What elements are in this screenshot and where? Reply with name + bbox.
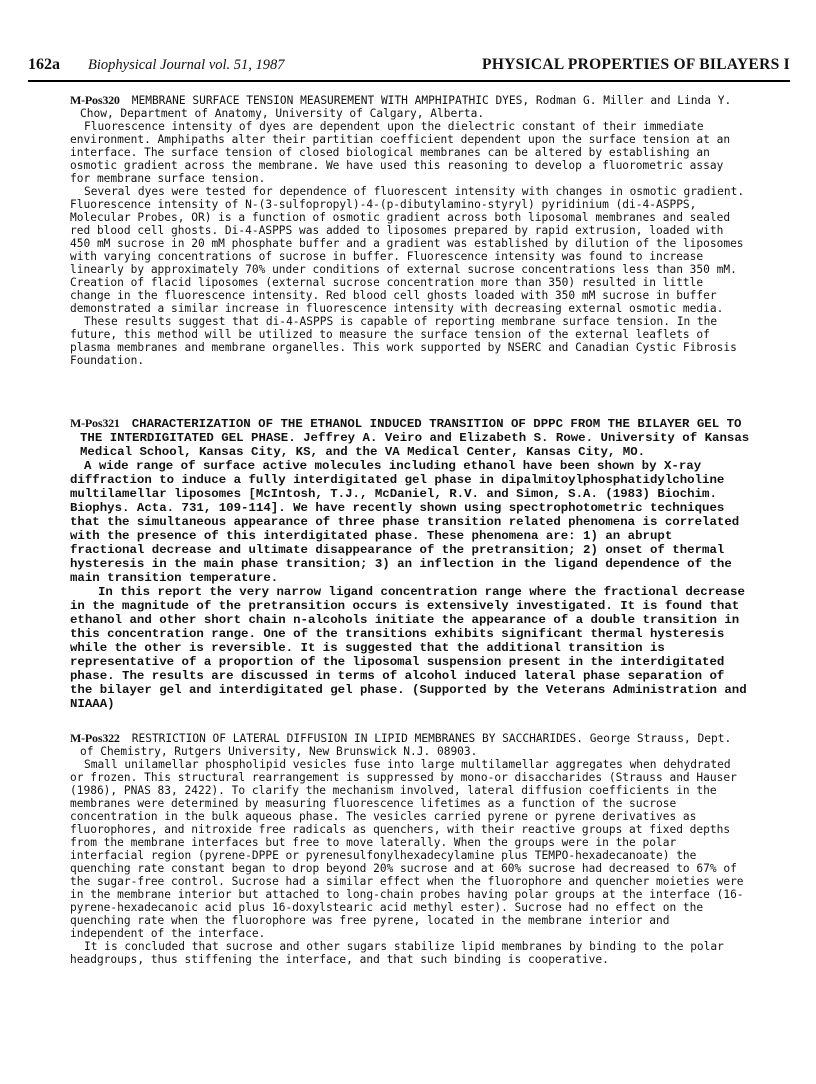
abstract-paragraph: A wide range of surface active molecules including ethanol have been shown by X-ray diffraction to induce a fully interdigitated gel phase in dipalmitoylphosphatidylcholine multilamellar liposomes [McIntosh, T.J., McDaniel, R.V. and Simon, S.A. (1983) Biochim. Biophys. Acta. 731, 109-114]. We have recently shown using spectrophotometric techniques that the simultaneous appearance of three phase transition related phenomena is correlated with the presence of this interdigitated phase. These phenomena are: 1) an abrupt fractional decrease and ultimate disappearance of the pretransition; 2) onset of thermal hysteresis in the main phase transition; 3) an inflection in the ligand dependence of the main transition temperature.	[70, 459, 740, 585]
section-title: PHYSICAL PROPERTIES OF BILAYERS I	[482, 56, 790, 73]
abstract-title-text: RESTRICTION OF LATERAL DIFFUSION IN LIPID MEMBRANES BY SACCHARIDES. George Strauss, Dept. of Chemistry, Rutgers University, New Brunswick N.J. 08903.	[80, 732, 732, 758]
abstract-m-pos321	[70, 416, 750, 711]
abstract-id: M-Pos322	[70, 731, 120, 745]
page-number: 162a	[28, 56, 60, 73]
abstract-title	[70, 732, 750, 758]
abstract-paragraph: These results suggest that di-4-ASPPS is capable of reporting membrane surface tension. In the future, this method will be utilized to measure the surface tension of the external leaflets of plasma membranes and membrane organelles. This work supported by NSERC and Canadian Cystic Fibrosis Foundation.	[70, 315, 737, 367]
abstract-paragraph: Small unilamellar phospholipid vesicles fuse into large multilamellar aggregates when dehydrated or frozen. This structural rearrangement is suppressed by mono-or disaccharides (Strauss and Hauser (1986), PNAS 83, 2422). To clarify the mechanism involved, lateral diffusion coefficients in the membranes were determined by measuring fluorescence lifetimes as a function of the sucrose concentration in the bulk aqueous phase. The vesicles carried pyrene or pyrene derivatives as fluorophores, and nitroxide free radicals as quenchers, with their reactive groups at fixed depths from the membrane interfaces but free to move laterally. When the groups were in the polar interfacial region (pyrene-DPPE or pyrenesulfonylhexadecylamine plus TEMPO-hexadecanoate) the quenching rate constant began to drop beyond 20% sucrose and at 60% sucrose had decreased to 67% of the sugar-free control. Sucrose had a similar effect when the fluorophore and quencher moieties were in the membrane interior but attached to long-chain probes having polar groups at the interface (16-pyrene-hexadecanoic acid plus 16-doxylstearic acid methyl ester). Sucrose had no effect on the quenching rate when the fluorophore was free pyrene, located in the membrane interior and independent of the interface.	[70, 758, 744, 940]
abstract-m-pos320	[70, 94, 750, 367]
abstract-title	[70, 94, 750, 120]
running-header	[28, 56, 790, 82]
abstract-title-text: CHARACTERIZATION OF THE ETHANOL INDUCED TRANSITION OF DPPC FROM THE BILAYER GEL TO THE INTERDIGITATED GEL PHASE. Jeffrey A. Veiro and Elizabeth S. Rowe. University of Kansas Medical School, Kansas City, KS, and the VA Medical Center, Kansas City, MO.	[80, 417, 750, 459]
abstract-m-pos322	[70, 732, 750, 966]
abstract-paragraph: Fluorescence intensity of dyes are dependent upon the dielectric constant of their immediate environment. Amphipaths alter their partitian coefficient dependent upon the surface tension at an interface. The surface tension of closed biological membranes can be altered by establishing an osmotic gradient across the membrane. We have used this reasoning to develop a fluorometric assay for membrane surface tension.	[70, 120, 731, 185]
abstract-title-text: MEMBRANE SURFACE TENSION MEASUREMENT WITH AMPHIPATHIC DYES, Rodman G. Miller and Linda Y. Chow, Department of Anatomy, University of Calgary, Alberta.	[80, 94, 732, 120]
abstract-id: M-Pos321	[70, 416, 120, 430]
abstract-id: M-Pos320	[70, 93, 120, 107]
abstract-paragraph: It is concluded that sucrose and other sugars stabilize lipid membranes by binding to the polar headgroups, thus stiffening the interface, and that such binding is cooperative.	[70, 940, 724, 966]
abstract-paragraph: In this report the very narrow ligand concentration range where the fractional decrease in the magnitude of the pretransition occurs is extensively investigated. It is found that ethanol and other short chain n-alcohols initiate the appearance of a double transition in this concentration range. One of the transitions exhibits significant thermal hysteresis while the other is reversible. It is suggested that the additional transition is representative of a proportion of the liposomal suspension present in the interdigitated phase. The results are discussed in terms of alcohol induced lateral phase separation of the bilayer gel and interdigitated gel phase. (Supported by the Veterans Administration and NIAAA)	[70, 585, 747, 711]
abstract-paragraph: Several dyes were tested for dependence of fluorescent intensity with changes in osmotic gradient. Fluorescence intensity of N-(3-sulfopropyl)-4-(p-dibutylamino-styryl) pyridinium (di-4-ASPPS, Molecular Probes, OR) is a function of osmotic gradient across both liposomal membranes and sealed red blood cell ghosts. Di-4-ASPPS was added to liposomes prepared by rapid extrusion, loaded with 450 mM sucrose in 20 mM phosphate buffer and a gradient was established by dilution of the liposomes with varying concentrations of sucrose in buffer. Fluorescence intensity was found to increase linearly by approximately 70% under conditions of external sucrose concentrations less than 350 mM. Creation of flacid liposomes (external sucrose concentration more than 350) resulted in little change in the fluorescence intensity. Red blood cell ghosts loaded with 350 mM sucrose in buffer demonstrated a similar increase in fluorescence intensity with decreasing external osmotic media.	[70, 185, 745, 315]
abstract-title	[70, 416, 750, 459]
journal-citation: Biophysical Journal vol. 51, 1987	[88, 57, 285, 73]
